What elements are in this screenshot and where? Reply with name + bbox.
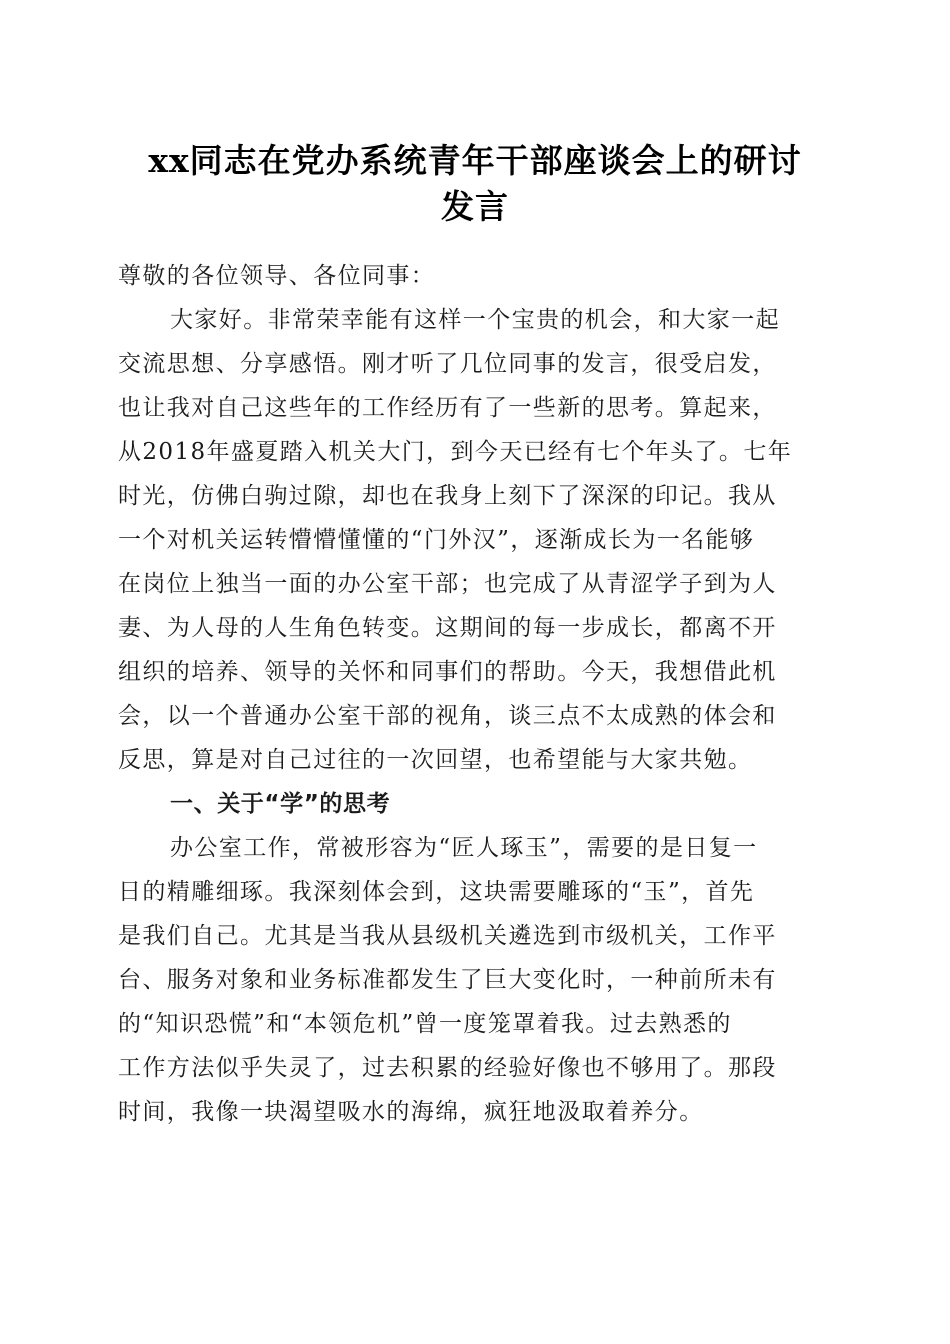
- paragraph-line: 妻、为人母的人生角色转变。这期间的每一步成长，都离不开: [118, 615, 777, 641]
- section-heading: 一、关于“学”的思考: [170, 791, 391, 817]
- paragraph-line: 日的精雕细琢。我深刻体会到，这块需要雕琢的“玉”，首先: [118, 879, 755, 905]
- paragraph-line: 会，以一个普通办公室干部的视角，谈三点不太成熟的体会和: [118, 703, 777, 729]
- paragraph-line: 是我们自己。尤其是当我从县级机关遴选到市级机关，工作平: [118, 923, 777, 949]
- paragraph-line: 工作方法似乎失灵了，过去积累的经验好像也不够用了。那段: [118, 1055, 777, 1081]
- paragraph-line: 组织的培养、领导的关怀和同事们的帮助。今天，我想借此机: [118, 659, 777, 685]
- paragraph-line: 的“知识恐慌”和“本领危机”曾一度笼罩着我。过去熟悉的: [118, 1011, 732, 1037]
- paragraph-line: 交流思想、分享感悟。刚才听了几位同事的发言，很受启发，: [118, 351, 777, 377]
- paragraph-section-1: [118, 826, 832, 1134]
- paragraph-line: 从2018年盛夏踏入机关大门，到今天已经有七个年头了。七年: [118, 439, 793, 465]
- paragraph-intro: [118, 298, 832, 782]
- paragraph-line: 时间，我像一块渴望吸水的海绵，疯狂地汲取着养分。: [118, 1099, 704, 1125]
- title-line: 发言: [441, 187, 509, 226]
- paragraph-line: 在岗位上独当一面的办公室干部；也完成了从青涩学子到为人: [118, 571, 777, 597]
- salutation: 尊敬的各位领导、各位同事：: [118, 263, 436, 289]
- paragraph-line: 也让我对自己这些年的工作经历有了一些新的思考。算起来，: [118, 395, 777, 421]
- paragraph-line: 反思，算是对自己过往的一次回望，也希望能与大家共勉。: [118, 747, 753, 773]
- paragraph-line: 台、服务对象和业务标准都发生了巨大变化时，一种前所未有: [118, 967, 777, 993]
- paragraph-line: 办公室工作，常被形容为“匠人琢玉”，需要的是日复一: [170, 835, 758, 861]
- title-line: xx同志在党办系统青年干部座谈会上的研讨: [148, 141, 802, 180]
- paragraph-line: 大家好。非常荣幸能有这样一个宝贵的机会，和大家一起: [170, 307, 780, 333]
- paragraph-line: 一个对机关运转懵懵懂懂的“门外汉”，逐渐成长为一名能够: [118, 527, 755, 553]
- document-title: [118, 138, 832, 230]
- paragraph-line: 时光，仿佛白驹过隙，却也在我身上刻下了深深的印记。我从: [118, 483, 777, 509]
- document-body: [118, 254, 832, 1134]
